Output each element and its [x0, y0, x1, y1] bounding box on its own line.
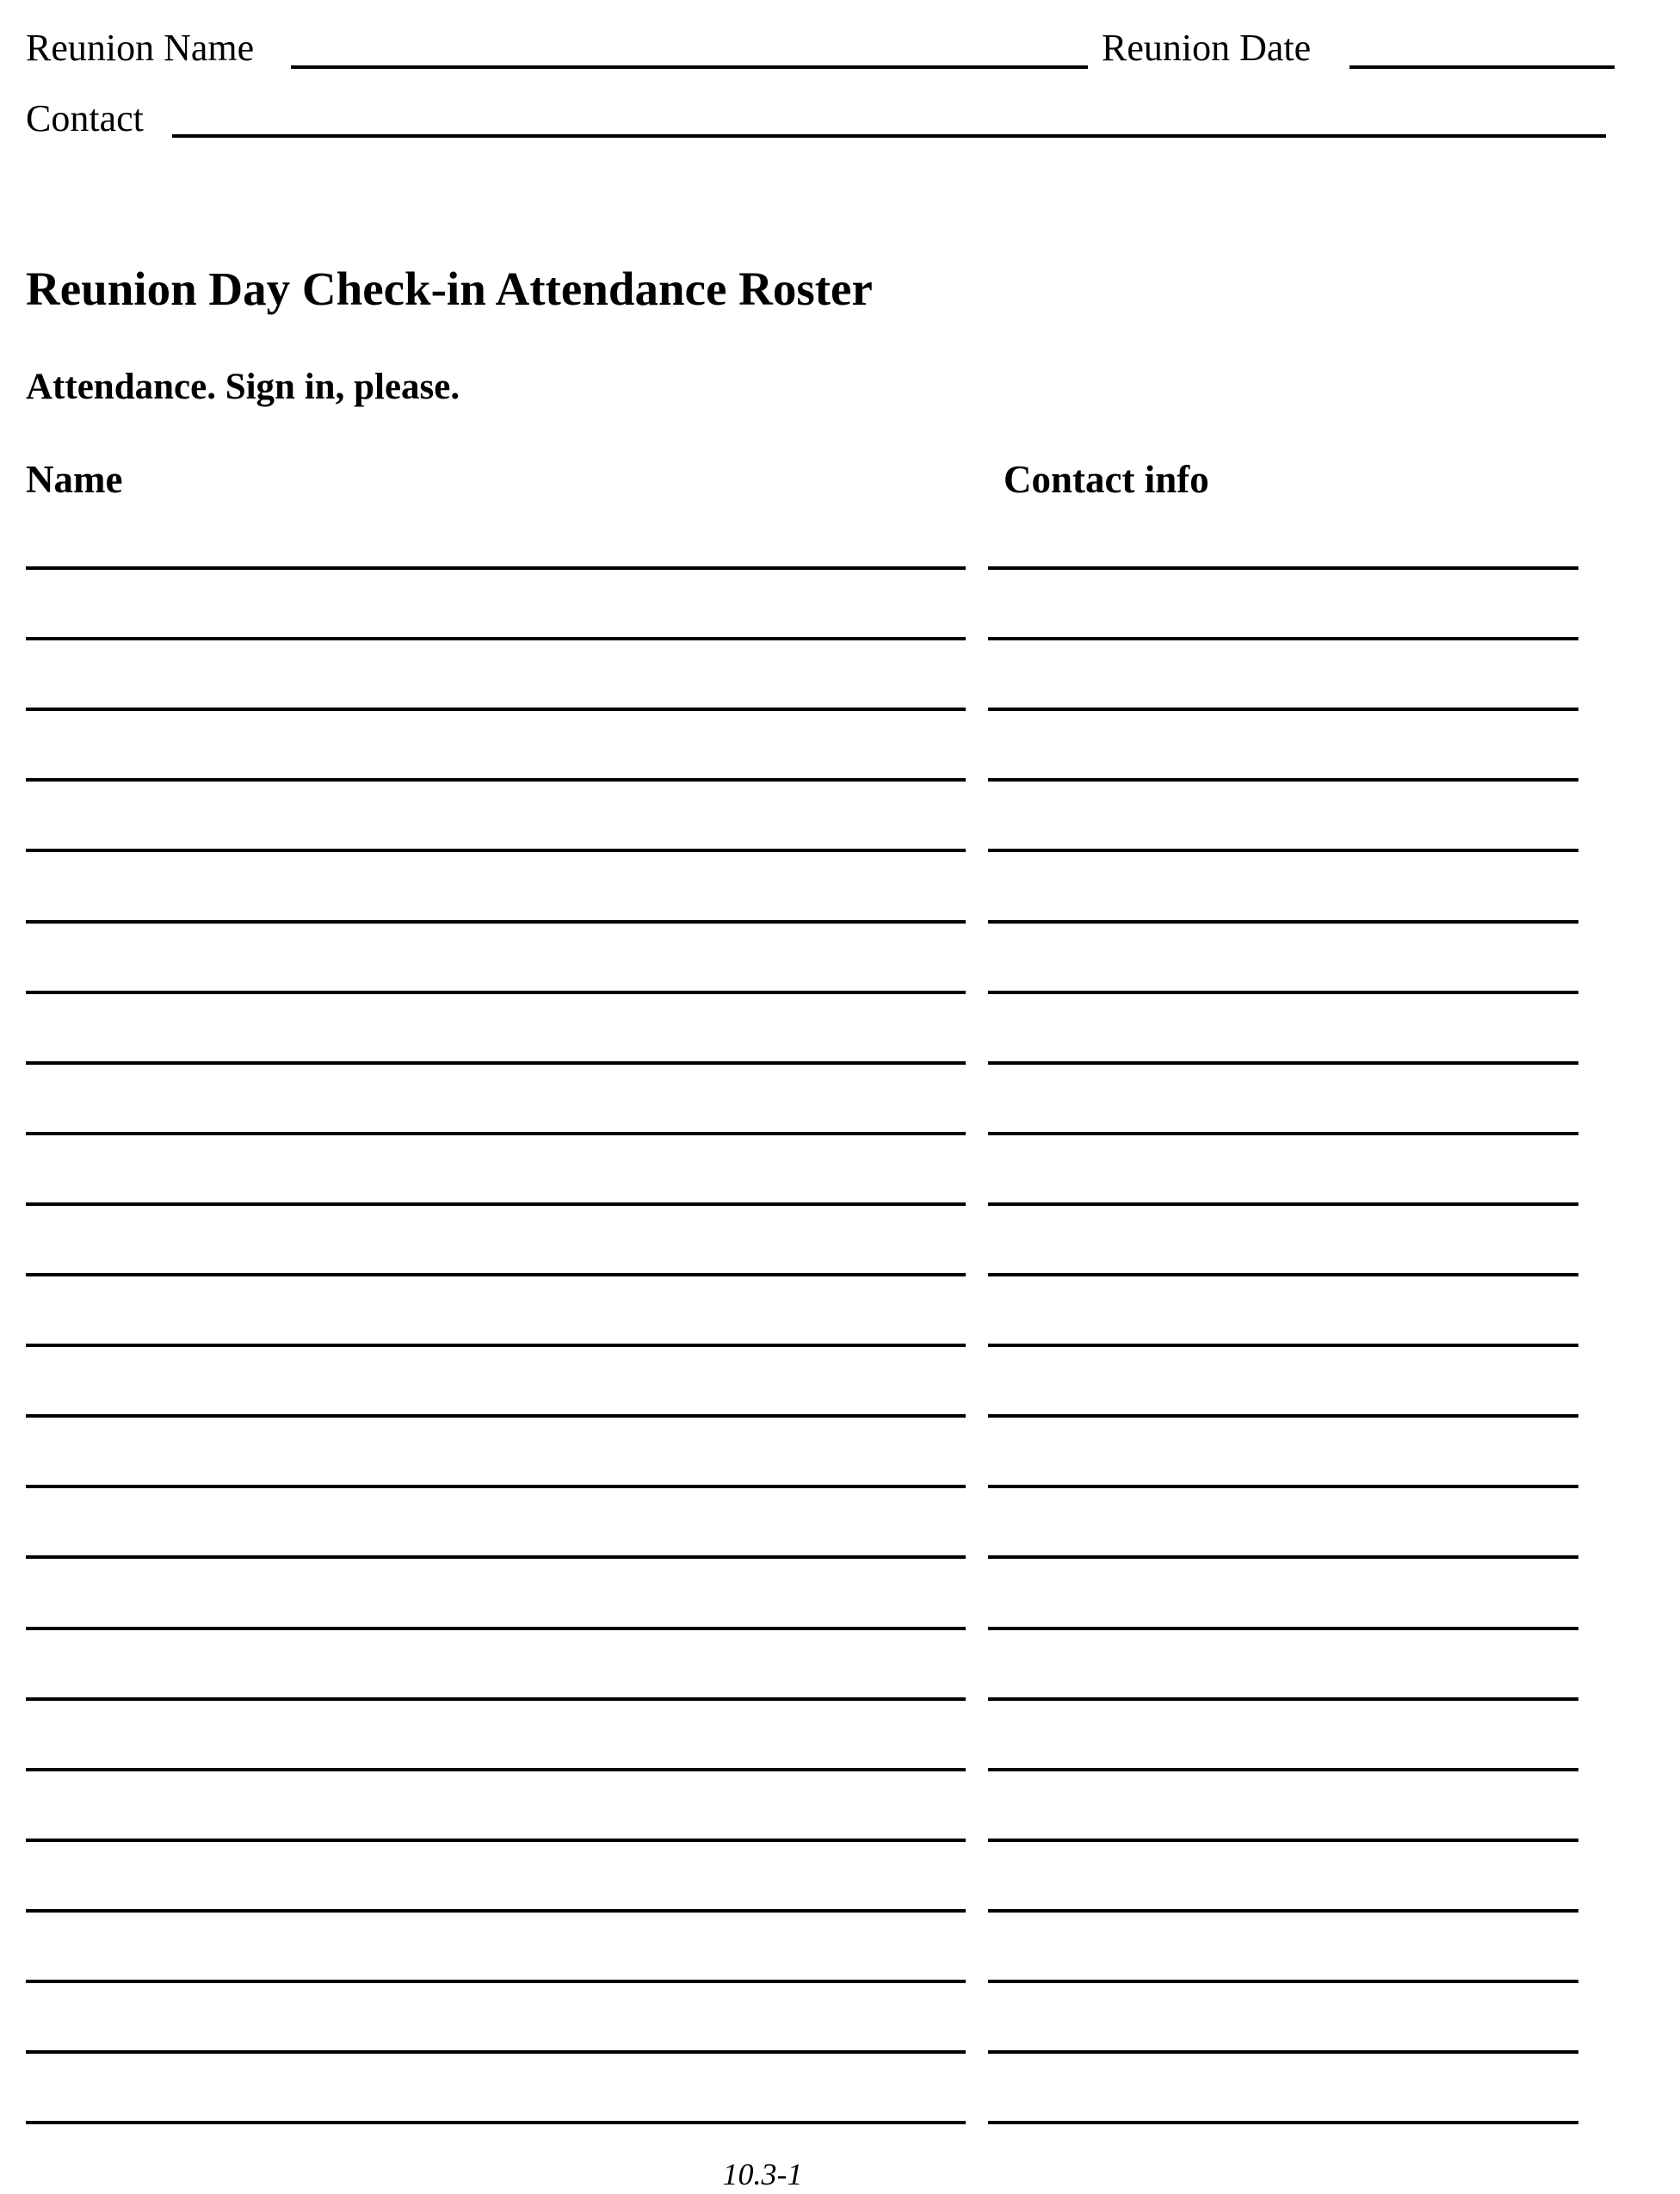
contact-info-line[interactable] — [988, 1909, 1578, 1913]
roster-row — [0, 1555, 1680, 1559]
contact-info-line[interactable] — [988, 1414, 1578, 1418]
contact-info-line[interactable] — [988, 566, 1578, 570]
name-signature-line[interactable] — [26, 2121, 966, 2124]
roster-row — [0, 1061, 1680, 1065]
page-title: Reunion Day Check-in Attendance Roster — [26, 263, 873, 315]
name-signature-line[interactable] — [26, 991, 966, 994]
name-signature-line[interactable] — [26, 2050, 966, 2054]
name-signature-line[interactable] — [26, 1555, 966, 1559]
roster-row — [0, 566, 1680, 570]
roster-row — [0, 1697, 1680, 1701]
page-subtitle: Attendance. Sign in, please. — [26, 367, 460, 407]
name-signature-line[interactable] — [26, 1344, 966, 1347]
roster-row — [0, 2121, 1680, 2124]
roster-row — [0, 1273, 1680, 1276]
contact-info-line[interactable] — [988, 1555, 1578, 1559]
roster-row — [0, 1485, 1680, 1488]
contact-info-line[interactable] — [988, 991, 1578, 994]
reunion-name-label: Reunion Name — [26, 27, 255, 69]
contact-column-header: Contact info — [1004, 458, 1209, 501]
name-signature-line[interactable] — [26, 849, 966, 852]
name-signature-line[interactable] — [26, 1414, 966, 1418]
contact-info-line[interactable] — [988, 920, 1578, 924]
contact-info-line[interactable] — [988, 708, 1578, 711]
page-number: 10.3-1 — [722, 2157, 803, 2191]
name-signature-line[interactable] — [26, 1909, 966, 1913]
roster-row — [0, 920, 1680, 924]
name-signature-line[interactable] — [26, 1980, 966, 1983]
name-signature-line[interactable] — [26, 1061, 966, 1065]
reunion-date-label: Reunion Date — [1102, 27, 1312, 69]
roster-row — [0, 1132, 1680, 1135]
name-signature-line[interactable] — [26, 1132, 966, 1135]
contact-info-line[interactable] — [988, 2050, 1578, 2054]
name-signature-line[interactable] — [26, 1839, 966, 1842]
roster-row — [0, 778, 1680, 782]
roster-row — [0, 1414, 1680, 1418]
roster-row — [0, 1980, 1680, 1983]
contact-info-line[interactable] — [988, 637, 1578, 640]
contact-info-line[interactable] — [988, 1061, 1578, 1065]
name-signature-line[interactable] — [26, 1697, 966, 1701]
name-signature-line[interactable] — [26, 1768, 966, 1771]
roster-row — [0, 1202, 1680, 1206]
name-signature-line[interactable] — [26, 1202, 966, 1206]
contact-info-line[interactable] — [988, 1344, 1578, 1347]
name-signature-line[interactable] — [26, 920, 966, 924]
name-signature-line[interactable] — [26, 1485, 966, 1488]
roster-row — [0, 1909, 1680, 1913]
name-column-header: Name — [26, 458, 123, 501]
contact-label: Contact — [26, 97, 144, 139]
roster-row — [0, 1768, 1680, 1771]
name-signature-line[interactable] — [26, 566, 966, 570]
roster-row — [0, 1344, 1680, 1347]
contact-info-line[interactable] — [988, 1768, 1578, 1771]
name-signature-line[interactable] — [26, 1627, 966, 1630]
name-signature-line[interactable] — [26, 1273, 966, 1276]
roster-row — [0, 991, 1680, 994]
contact-info-line[interactable] — [988, 1980, 1578, 1983]
roster-row — [0, 1627, 1680, 1630]
contact-info-line[interactable] — [988, 1839, 1578, 1842]
roster-row — [0, 708, 1680, 711]
contact-info-line[interactable] — [988, 1273, 1578, 1276]
roster-row — [0, 849, 1680, 852]
contact-info-line[interactable] — [988, 1132, 1578, 1135]
name-signature-line[interactable] — [26, 637, 966, 640]
name-signature-line[interactable] — [26, 778, 966, 782]
contact-info-line[interactable] — [988, 778, 1578, 782]
contact-info-line[interactable] — [988, 1202, 1578, 1206]
contact-info-line[interactable] — [988, 1697, 1578, 1701]
name-signature-line[interactable] — [26, 708, 966, 711]
roster-row — [0, 1839, 1680, 1842]
roster-row — [0, 637, 1680, 640]
contact-info-line[interactable] — [988, 2121, 1578, 2124]
contact-info-line[interactable] — [988, 1485, 1578, 1488]
roster-row — [0, 2050, 1680, 2054]
contact-info-line[interactable] — [988, 849, 1578, 852]
contact-info-line[interactable] — [988, 1627, 1578, 1630]
